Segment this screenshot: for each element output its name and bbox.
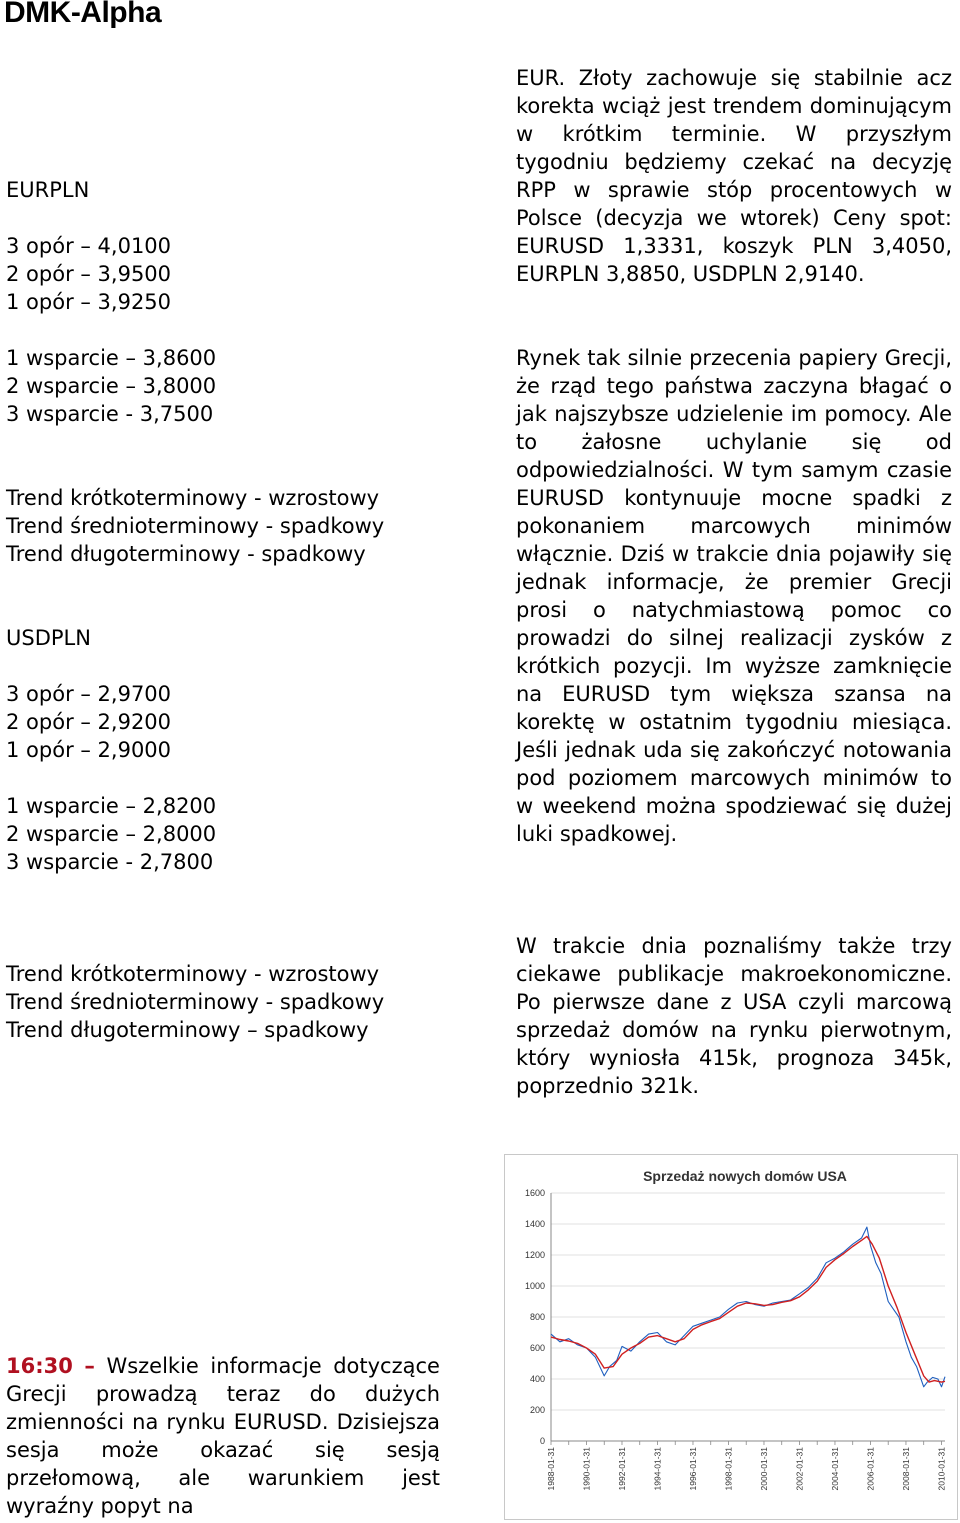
y-tick-label: 400 [529, 1374, 545, 1384]
eurpln-resistance-2: 2 opór – 3,9500 [6, 262, 172, 286]
article-column-2 [516, 344, 952, 848]
eurpln-label: EURPLN [6, 178, 90, 202]
y-tick-label: 0 [539, 1436, 545, 1446]
eurpln-support-1: 1 wsparcie – 3,8600 [6, 346, 217, 370]
y-tick-label: 1000 [524, 1281, 545, 1291]
usdpln-trend-long: Trend długoterminowy – spadkowy [6, 1018, 369, 1042]
article-paragraph-3: W trakcie dnia poznaliśmy także trzy ciekawe publikacje makroekonomiczne. Po pierwsze dane z USA czyli marcową sprzedaż domów na rynku pierwotnym, który wyniosła 415k, prognoza 345k, poprzednio 321k. [516, 934, 952, 1098]
chart-svg [505, 1155, 957, 1519]
x-tick-label: 1998-01-31 [723, 1447, 734, 1491]
x-tick-label: 1990-01-31 [581, 1447, 592, 1491]
y-tick-label: 1200 [524, 1250, 545, 1260]
y-tick-label: 800 [529, 1312, 545, 1322]
note-text: Wszelkie informacje dotyczące Grecji prowadzą teraz do dużych zmienności na rynku EURUSD. Dzisiejsza sesja może okazać się sesją przełomową, ale warunkiem jest wyraźny popyt na [6, 1354, 440, 1518]
series-line-monthly [551, 1227, 945, 1387]
usdpln-trend-short: Trend krótkoterminowy - wzrostowy [6, 962, 380, 986]
eurpln-support-2: 2 wsparcie – 3,8000 [6, 374, 217, 398]
chart-title: Sprzedaż nowych domów USA [643, 1168, 847, 1184]
y-tick-label: 600 [529, 1343, 545, 1353]
eurpln-trend-long: Trend długoterminowy - spadkowy [6, 542, 366, 566]
eurpln-resistance-3: 3 opór – 4,0100 [6, 234, 172, 258]
article-paragraph-1: EUR. Złoty zachowuje się stabilnie acz korekta wciąż jest trendem dominującym w krótkim terminie. W przyszłym tygodniu będziemy czekać na decyzję RPP w sprawie stóp procentowych w Polsce (decyzja we wtorek) Ceny spot: EURUSD 1,3331, koszyk PLN 3,4050, EURPLN 3,8850, USDPLN 2,9140. [516, 66, 952, 286]
chart-x-ticks [546, 1441, 946, 1490]
usdpln-support-1: 1 wsparcie – 2,8200 [6, 794, 217, 818]
chart-series [551, 1227, 945, 1387]
note-dash: – [84, 1354, 95, 1378]
y-tick-label: 1400 [524, 1219, 545, 1229]
series-line-moving-average [551, 1236, 945, 1382]
usdpln-resistance-3: 3 opór – 2,9700 [6, 682, 172, 706]
x-tick-label: 1992-01-31 [616, 1447, 627, 1491]
x-tick-label: 1996-01-31 [687, 1447, 698, 1491]
y-tick-label: 1600 [524, 1188, 545, 1198]
article-paragraph-2: Rynek tak silnie przecenia papiery Grecji, że rząd tego państwa zaczyna błagać o jak najszybsze udzielenie im pomocy. Ale to żałosne uchylanie się od odpowiedzialności. W tym samym czasie EURUSD kontynuuje mocne spadki z pokonaniem marcowych minimów włącznie. Dziś w trakcie dnia pojawiły się jednak informacje, że premier Grecji prosi o natychmiastową pomoc co prowadzi do silnej realizacji zysków z krótkich pozycji. Im wyższe zamknięcie na EURUSD tym większa szansa na korektę w ostatnim tygodniu miesiąca. Jeśli jednak uda się zakończyć notowania pod poziomem marcowych minimów to w weekend można spodziewać się dużej luki spadkowej. [516, 346, 952, 846]
news-note [6, 1352, 440, 1520]
y-tick-label: 200 [529, 1405, 545, 1415]
article-column-3 [516, 932, 952, 1100]
page-title: DMK-Alpha [4, 0, 162, 29]
usdpln-label: USDPLN [6, 626, 91, 650]
chart-gridlines [551, 1193, 945, 1441]
home-sales-chart [504, 1154, 958, 1520]
usdpln-trend-medium: Trend średnioterminowy - spadkowy [6, 990, 385, 1014]
x-tick-label: 2002-01-31 [794, 1447, 805, 1491]
usdpln-support-3: 3 wsparcie - 2,7800 [6, 850, 214, 874]
x-tick-label: 1988-01-31 [546, 1447, 556, 1491]
x-tick-label: 2006-01-31 [865, 1447, 876, 1491]
usdpln-resistance-2: 2 opór – 2,9200 [6, 710, 172, 734]
x-tick-label: 2004-01-31 [829, 1447, 840, 1491]
chart-y-ticks [525, 1188, 545, 1446]
x-tick-label: 2008-01-31 [900, 1447, 911, 1491]
x-tick-label: 1994-01-31 [652, 1447, 663, 1491]
article-column [516, 64, 952, 288]
usdpln-resistance-1: 1 opór – 2,9000 [6, 738, 172, 762]
eurpln-support-3: 3 wsparcie - 3,7500 [6, 402, 214, 426]
eurpln-resistance-1: 1 opór – 3,9250 [6, 290, 172, 314]
x-tick-label: 2010-01-31 [936, 1447, 947, 1491]
x-tick-label: 2000-01-31 [758, 1447, 769, 1491]
note-time: 16:30 [6, 1354, 73, 1378]
usdpln-support-2: 2 wsparcie – 2,8000 [6, 822, 217, 846]
eurpln-trend-short: Trend krótkoterminowy - wzrostowy [6, 486, 380, 510]
eurpln-trend-medium: Trend średnioterminowy - spadkowy [6, 514, 385, 538]
